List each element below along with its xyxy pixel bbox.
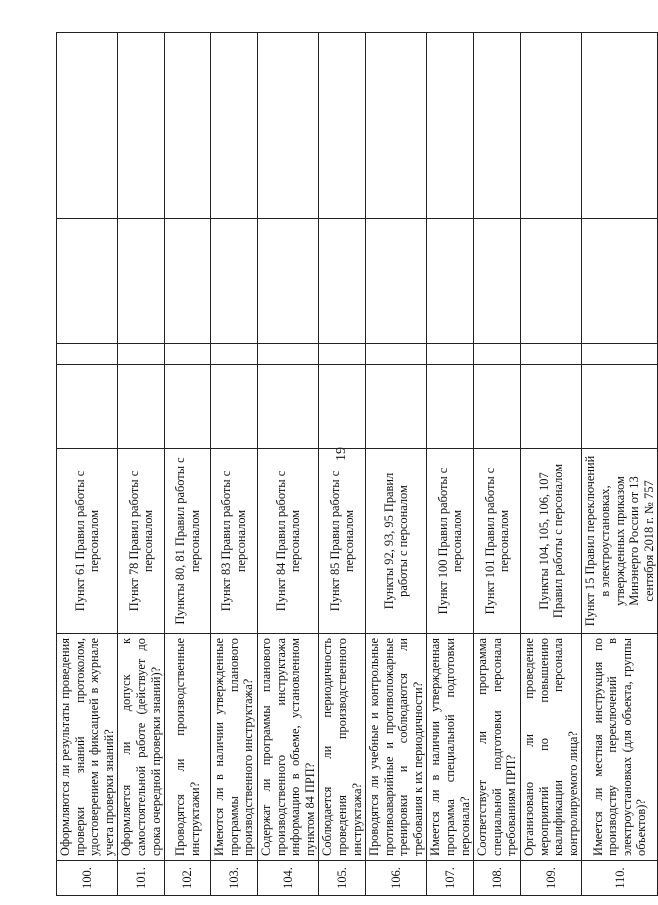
checklist-table — [56, 32, 658, 896]
question-cell: Соответствует ли программа специальной подготовки персонала требованиям ПРП? — [474, 634, 521, 861]
reference-cell: Пункт 61 Правил работы с персоналом — [57, 449, 118, 634]
note-cell — [211, 33, 258, 219]
question-cell: Проводятся ли производственные инструктажи? — [165, 634, 211, 861]
answer-cell-yes — [118, 365, 165, 449]
answer-cell-no — [211, 344, 258, 365]
row-number: 107. — [427, 861, 474, 896]
answer-cell-no — [118, 344, 165, 365]
reference-cell: Пункт 83 Правил работы с персоналом — [211, 449, 258, 634]
note-cell — [118, 33, 165, 219]
page-number: 19 — [334, 447, 349, 461]
reference-cell: Пункт 101 Правил работы с персоналом — [474, 449, 521, 634]
note-cell — [474, 33, 521, 219]
note-cell — [165, 33, 211, 219]
answer-cell-yes — [165, 365, 211, 449]
row-number: 108. — [474, 861, 521, 896]
reference-cell: Пункты 92, 93, 95 Правил работы с персоналом — [366, 449, 427, 634]
question-cell: Проводятся ли учебные и контрольные противоаварийные и противопожарные тренировки и соблюдаются ли требования к их периодичности? — [366, 634, 427, 861]
answer-cell-na — [118, 219, 165, 344]
answer-cell-yes — [211, 365, 258, 449]
reference-cell: Пункт 84 Правил работы с персоналом — [257, 449, 318, 634]
row-number: 106. — [366, 861, 427, 896]
table-row — [257, 33, 318, 896]
question-cell: Имеется ли местная инструкция по производству переключений в электроустановках (для объекта, группы объектов)? — [582, 634, 658, 861]
table-row — [474, 33, 521, 896]
row-number: 109. — [521, 861, 582, 896]
checklist-table-container — [56, 33, 656, 896]
row-number: 103. — [211, 861, 258, 896]
checklist-rows — [57, 33, 658, 896]
answer-cell-yes — [319, 365, 366, 449]
note-cell — [257, 33, 318, 219]
table-row — [366, 33, 427, 896]
note-cell — [57, 33, 118, 219]
answer-cell-yes — [257, 365, 318, 449]
answer-cell-yes — [521, 365, 582, 449]
row-number: 110. — [582, 861, 658, 896]
question-cell: Оформляются ли результаты проведения проверки знаний протоколом, удостоверением и фиксацией в журнале учета проверки знаний? — [57, 634, 118, 861]
note-cell — [582, 33, 658, 219]
table-row — [427, 33, 474, 896]
reference-cell: Пункт 15 Правил переключений в электроустановках, утвержденных приказом Минэнерго России от 13 сентября 2018 г. № 757 — [582, 449, 658, 634]
row-number: 104. — [257, 861, 318, 896]
row-number: 101. — [118, 861, 165, 896]
answer-cell-na — [257, 219, 318, 344]
note-cell — [319, 33, 366, 219]
answer-cell-na — [57, 219, 118, 344]
reference-cell: Пункт 85 Правил работы с персоналом — [319, 449, 366, 634]
answer-cell-no — [165, 344, 211, 365]
answer-cell-na — [319, 219, 366, 344]
answer-cell-no — [474, 344, 521, 365]
reference-cell: Пункты 104, 105, 106, 107 Правил работы с персоналом — [521, 449, 582, 634]
question-cell: Организовано ли проведение мероприятий по повышению квалификации персонала контролируемого лица? — [521, 634, 582, 861]
note-cell — [366, 33, 427, 219]
table-row — [211, 33, 258, 896]
answer-cell-na — [582, 219, 658, 344]
question-cell: Соблюдается ли периодичность проведения производственного инструктажа? — [319, 634, 366, 861]
table-row — [118, 33, 165, 896]
answer-cell-yes — [474, 365, 521, 449]
answer-cell-na — [165, 219, 211, 344]
answer-cell-no — [366, 344, 427, 365]
answer-cell-no — [582, 344, 658, 365]
row-number: 100. — [57, 861, 118, 896]
question-cell: Имеются ли в наличии утвержденные программы планового производственного инструктажа? — [211, 634, 258, 861]
reference-cell: Пункт 78 Правил работы с персоналом — [118, 449, 165, 634]
answer-cell-yes — [427, 365, 474, 449]
table-row — [521, 33, 582, 896]
table-row — [582, 33, 658, 896]
answer-cell-na — [521, 219, 582, 344]
answer-cell-na — [366, 219, 427, 344]
note-cell — [521, 33, 582, 219]
question-cell: Имеется ли в наличии утвержденная программа специальной подготовки персонала? — [427, 634, 474, 861]
answer-cell-yes — [366, 365, 427, 449]
reference-cell: Пункт 100 Правил работы с персоналом — [427, 449, 474, 634]
question-cell: Оформляется ли допуск к самостоятельной работе (действует до срока очередной проверки знаний)? — [118, 634, 165, 861]
table-row — [165, 33, 211, 896]
answer-cell-yes — [582, 365, 658, 449]
note-cell — [427, 33, 474, 219]
answer-cell-no — [427, 344, 474, 365]
row-number: 105. — [319, 861, 366, 896]
question-cell: Содержат ли программы планового производственного инструктажа информацию в объеме, установленном пунктом 84 ПРП? — [257, 634, 318, 861]
answer-cell-no — [257, 344, 318, 365]
table-row — [57, 33, 118, 896]
answer-cell-yes — [57, 365, 118, 449]
reference-cell: Пункты 80, 81 Правил работы с персоналом — [165, 449, 211, 634]
table-row — [319, 33, 366, 896]
answer-cell-na — [211, 219, 258, 344]
answer-cell-na — [474, 219, 521, 344]
answer-cell-na — [427, 219, 474, 344]
answer-cell-no — [57, 344, 118, 365]
row-number: 102. — [165, 861, 211, 896]
answer-cell-no — [521, 344, 582, 365]
answer-cell-no — [319, 344, 366, 365]
